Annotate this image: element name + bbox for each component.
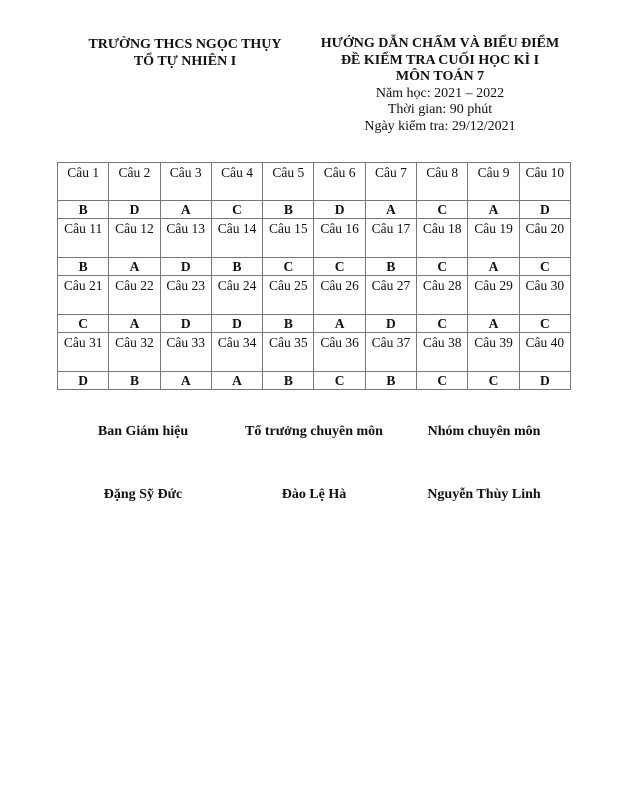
signature-role-subject-group: Nhóm chuyên môn <box>427 424 541 439</box>
school-name: TRƯỜNG THCS NGỌC THỤY <box>88 37 282 52</box>
school-header <box>60 36 310 70</box>
document-header <box>300 36 580 135</box>
question-cell: Câu 38 <box>417 333 468 372</box>
question-cell: Câu 11 <box>58 219 109 258</box>
question-cell: Câu 1 <box>58 163 109 201</box>
question-cell: Câu 17 <box>365 219 416 258</box>
subject-title: MÔN TOÁN 7 <box>395 69 485 84</box>
question-cell: Câu 39 <box>468 333 519 372</box>
question-cell: Câu 22 <box>109 276 160 315</box>
question-cell: Câu 21 <box>58 276 109 315</box>
question-cell: Câu 37 <box>365 333 416 372</box>
question-cell: Câu 4 <box>211 163 262 201</box>
answer-cell: B <box>263 315 314 333</box>
question-cell: Câu 23 <box>160 276 211 315</box>
signature-name-department-head: Đào Lệ Hà <box>281 487 347 502</box>
question-cell: Câu 29 <box>468 276 519 315</box>
signature-name-subject-group: Nguyễn Thùy Linh <box>427 487 541 502</box>
question-cell: Câu 33 <box>160 333 211 372</box>
signature-role-department-head: Tổ trưởng chuyên môn <box>245 424 383 439</box>
answer-cell: A <box>211 372 262 390</box>
question-cell: Câu 6 <box>314 163 365 201</box>
signature-role-principal: Ban Giám hiệu <box>97 424 189 439</box>
exam-date: Ngày kiểm tra: 29/12/2021 <box>364 118 516 134</box>
answer-cell: B <box>263 201 314 219</box>
question-cell: Câu 40 <box>519 333 570 372</box>
question-cell: Câu 32 <box>109 333 160 372</box>
question-cell: Câu 36 <box>314 333 365 372</box>
answer-cell: D <box>314 201 365 219</box>
answer-cell: B <box>211 258 262 276</box>
answer-row <box>58 201 571 219</box>
answer-cell: D <box>58 372 109 390</box>
question-cell: Câu 9 <box>468 163 519 201</box>
signature-name-principal: Đặng Sỹ Đức <box>103 487 183 502</box>
question-cell: Câu 10 <box>519 163 570 201</box>
answer-cell: A <box>468 315 519 333</box>
question-cell: Câu 18 <box>417 219 468 258</box>
question-cell: Câu 34 <box>211 333 262 372</box>
answer-cell: C <box>468 372 519 390</box>
answer-cell: D <box>211 315 262 333</box>
answer-cell: D <box>519 201 570 219</box>
answer-cell: D <box>109 201 160 219</box>
answer-cell: C <box>417 201 468 219</box>
question-cell: Câu 7 <box>365 163 416 201</box>
answer-cell: B <box>365 258 416 276</box>
answer-cell: A <box>314 315 365 333</box>
question-cell: Câu 12 <box>109 219 160 258</box>
question-cell: Câu 35 <box>263 333 314 372</box>
answer-cell: C <box>314 372 365 390</box>
answer-cell: C <box>263 258 314 276</box>
answer-row <box>58 372 571 390</box>
answer-cell: A <box>468 258 519 276</box>
answer-cell: A <box>160 201 211 219</box>
answer-cell: A <box>109 258 160 276</box>
question-row <box>58 219 571 258</box>
question-cell: Câu 26 <box>314 276 365 315</box>
question-cell: Câu 20 <box>519 219 570 258</box>
answer-cell: B <box>58 258 109 276</box>
exam-duration: Thời gian: 90 phút <box>387 102 493 117</box>
question-cell: Câu 2 <box>109 163 160 201</box>
answer-cell: C <box>519 258 570 276</box>
question-cell: Câu 5 <box>263 163 314 201</box>
answer-cell: D <box>160 315 211 333</box>
answer-row <box>58 258 571 276</box>
department-name: TỔ TỰ NHIÊN I <box>133 54 237 69</box>
question-row <box>58 333 571 372</box>
question-row <box>58 163 571 201</box>
question-cell: Câu 13 <box>160 219 211 258</box>
answer-cell: C <box>58 315 109 333</box>
answer-cell: B <box>109 372 160 390</box>
question-cell: Câu 24 <box>211 276 262 315</box>
question-cell: Câu 31 <box>58 333 109 372</box>
question-row <box>58 276 571 315</box>
answer-cell: A <box>468 201 519 219</box>
question-cell: Câu 19 <box>468 219 519 258</box>
question-cell: Câu 27 <box>365 276 416 315</box>
question-cell: Câu 16 <box>314 219 365 258</box>
question-cell: Câu 14 <box>211 219 262 258</box>
answer-cell: B <box>263 372 314 390</box>
answer-cell: C <box>519 315 570 333</box>
answer-cell: C <box>417 372 468 390</box>
answer-cell: D <box>519 372 570 390</box>
answer-cell: A <box>160 372 211 390</box>
question-cell: Câu 15 <box>263 219 314 258</box>
answer-key-table <box>57 162 571 390</box>
school-year: Năm học: 2021 – 2022 <box>375 85 505 101</box>
answer-cell: C <box>417 258 468 276</box>
answer-cell: B <box>365 372 416 390</box>
answer-cell: C <box>417 315 468 333</box>
question-cell: Câu 3 <box>160 163 211 201</box>
question-cell: Câu 28 <box>417 276 468 315</box>
answer-cell: A <box>109 315 160 333</box>
answer-cell: D <box>160 258 211 276</box>
answer-cell: C <box>314 258 365 276</box>
answer-cell: A <box>365 201 416 219</box>
document-title-line2: ĐỀ KIỂM TRA CUỐI HỌC KÌ I <box>340 52 540 68</box>
question-cell: Câu 30 <box>519 276 570 315</box>
answer-cell: D <box>365 315 416 333</box>
answer-cell: B <box>58 201 109 219</box>
answer-row <box>58 315 571 333</box>
question-cell: Câu 25 <box>263 276 314 315</box>
answer-cell: C <box>211 201 262 219</box>
question-cell: Câu 8 <box>417 163 468 201</box>
document-title-line1: HƯỚNG DẪN CHẤM VÀ BIỂU ĐIỂM <box>320 36 560 51</box>
